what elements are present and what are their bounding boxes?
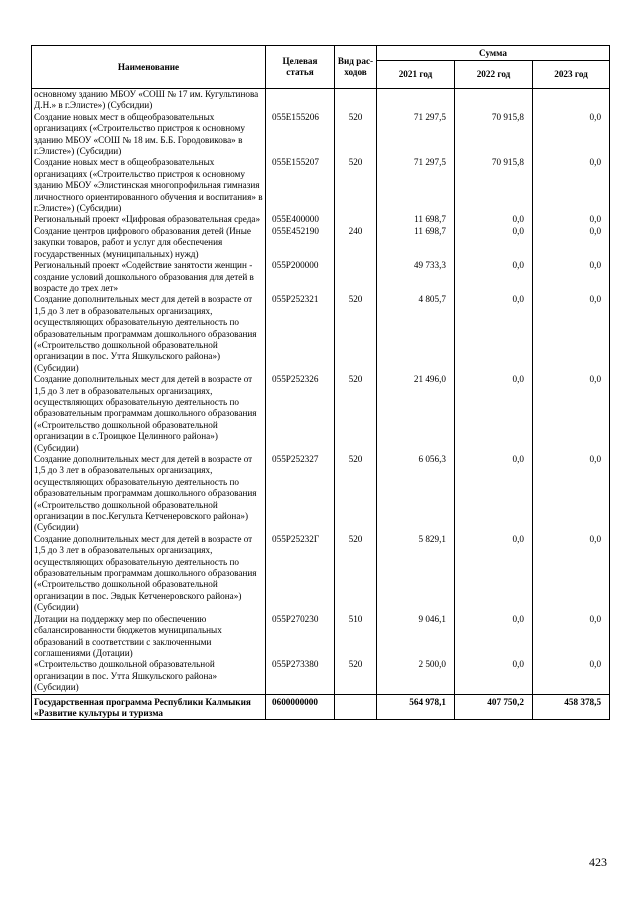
table-row	[32, 294, 610, 374]
row-target-article	[266, 89, 335, 112]
header-target-article: Целевая статья	[266, 46, 335, 89]
row-expense-kind: 240	[335, 226, 377, 260]
row-sum-2022: 0,0	[455, 614, 533, 660]
row-sum-2022: 0,0	[455, 659, 533, 694]
row-expense-kind: 520	[335, 157, 377, 214]
row-target-article: 055Е155207	[266, 157, 335, 214]
table-row	[32, 112, 610, 158]
row-expense-kind	[335, 260, 377, 294]
table-row	[32, 614, 610, 660]
row-name: Создание дополнительных мест для детей в возрасте от 1,5 до 3 лет в образовательных организациях, осуществляющих образовательную деятельность по образовательным программам дошкольного образования («Строительство дошкольной образовательной организации в пос. Эвдык Кетченеровского района») (Субсидии)	[32, 534, 266, 614]
row-sum-2023: 0,0	[533, 614, 610, 660]
row-sum-2023: 0,0	[533, 260, 610, 294]
row-sum-2022: 0,0	[455, 534, 533, 614]
total-2021: 564 978,1	[377, 694, 455, 720]
row-sum-2022: 0,0	[455, 214, 533, 225]
row-name: Создание дополнительных мест для детей в возрасте от 1,5 до 3 лет в образовательных организациях, осуществляющих образовательную деятельность по образовательным программам дошкольного образования («Строительство дошкольной образовательной организации в пос.Кегульта Кетченеровского района») (Субсидии)	[32, 454, 266, 534]
total-row	[32, 694, 610, 720]
row-sum-2022: 0,0	[455, 294, 533, 374]
row-expense-kind: 520	[335, 374, 377, 454]
row-name: Создание новых мест в общеобразовательных организациях («Строительство пристроя к основному зданию МБОУ «СОШ № 18 им. Б.Б. Городовикова» в г.Элисте») (Субсидии)	[32, 112, 266, 158]
row-sum-2021: 11 698,7	[377, 214, 455, 225]
row-target-article: 055Р252321	[266, 294, 335, 374]
row-expense-kind: 520	[335, 294, 377, 374]
row-sum-2023: 0,0	[533, 157, 610, 214]
row-target-article: 055Р25232Г	[266, 534, 335, 614]
row-name: Создание центров цифрового образования детей (Иные закупки товаров, работ и услуг для обеспечения государственных (муниципальных) нужд)	[32, 226, 266, 260]
row-sum-2023: 0,0	[533, 659, 610, 694]
row-target-article: 055Р252327	[266, 454, 335, 534]
row-sum-2023: 0,0	[533, 374, 610, 454]
row-sum-2022	[455, 89, 533, 112]
table-row	[32, 454, 610, 534]
header-sum: Сумма	[377, 46, 610, 61]
row-sum-2021: 5 829,1	[377, 534, 455, 614]
row-sum-2023: 0,0	[533, 534, 610, 614]
row-expense-kind: 510	[335, 614, 377, 660]
table-row	[32, 260, 610, 294]
header-expense-kind: Вид рас-ходов	[335, 46, 377, 89]
row-sum-2021: 21 496,0	[377, 374, 455, 454]
row-sum-2021: 49 733,3	[377, 260, 455, 294]
row-expense-kind	[335, 89, 377, 112]
row-sum-2021: 71 297,5	[377, 157, 455, 214]
row-sum-2023: 0,0	[533, 294, 610, 374]
row-sum-2023: 0,0	[533, 454, 610, 534]
table-row	[32, 374, 610, 454]
row-sum-2022: 0,0	[455, 226, 533, 260]
row-expense-kind: 520	[335, 454, 377, 534]
row-target-article: 055Р270230	[266, 614, 335, 660]
row-sum-2023	[533, 89, 610, 112]
row-sum-2021: 6 056,3	[377, 454, 455, 534]
row-target-article: 055Р273380	[266, 659, 335, 694]
row-target-article: 055Е400000	[266, 214, 335, 225]
page-number: 423	[589, 855, 607, 869]
header-name: Наименование	[32, 46, 266, 89]
table-row	[32, 534, 610, 614]
row-sum-2023: 0,0	[533, 226, 610, 260]
table-row	[32, 226, 610, 260]
row-sum-2023: 0,0	[533, 112, 610, 158]
row-sum-2022: 0,0	[455, 454, 533, 534]
header-year-2021: 2021 год	[377, 61, 455, 89]
row-expense-kind	[335, 214, 377, 225]
row-sum-2021: 4 805,7	[377, 294, 455, 374]
row-target-article: 055Р200000	[266, 260, 335, 294]
table-row	[32, 214, 610, 225]
table-row	[32, 659, 610, 694]
row-expense-kind: 520	[335, 659, 377, 694]
budget-table	[31, 45, 610, 720]
table-body	[32, 89, 610, 695]
row-sum-2021: 9 046,1	[377, 614, 455, 660]
row-name: «Строительство дошкольной образовательной организации в пос. Утта Яшкульского района» (Субсидии)	[32, 659, 266, 694]
row-name: Региональный проект «Цифровая образовательная среда»	[32, 214, 266, 225]
row-name: основному зданию МБОУ «СОШ № 17 им. Кугультинова Д.Н.» в г.Элисте») (Субсидии)	[32, 89, 266, 112]
row-sum-2021: 71 297,5	[377, 112, 455, 158]
row-sum-2021: 11 698,7	[377, 226, 455, 260]
row-target-article: 055Е155206	[266, 112, 335, 158]
row-name: Создание дополнительных мест для детей в возрасте от 1,5 до 3 лет в образовательных организациях, осуществляющих образовательную деятельность по образовательным программам дошкольного образования («Строительство дошкольной образовательной организации в с.Троицкое Целинного района») (Субсидии)	[32, 374, 266, 454]
row-name: Дотации на поддержку мер по обеспечению сбалансированности бюджетов муниципальных образований в соответствии с заключенными соглашениями (Дотации)	[32, 614, 266, 660]
row-sum-2022: 70 915,8	[455, 112, 533, 158]
row-target-article: 055Е452190	[266, 226, 335, 260]
total-name: Государственная программа Республики Калмыкия «Развитие культуры и туризма	[32, 694, 266, 720]
total-code: 0600000000	[266, 694, 335, 720]
row-target-article: 055Р252326	[266, 374, 335, 454]
row-expense-kind: 520	[335, 112, 377, 158]
total-2023: 458 378,5	[533, 694, 610, 720]
row-sum-2022: 0,0	[455, 260, 533, 294]
row-sum-2022: 70 915,8	[455, 157, 533, 214]
row-sum-2021: 2 500,0	[377, 659, 455, 694]
row-name: Создание дополнительных мест для детей в возрасте от 1,5 до 3 лет в образовательных организациях, осуществляющих образовательную деятельность по образовательным программам дошкольного образования («Строительство дошкольной образовательной организации в пос. Утта Яшкульского района») (Субсидии)	[32, 294, 266, 374]
row-sum-2021	[377, 89, 455, 112]
total-kind	[335, 694, 377, 720]
row-name: Создание новых мест в общеобразовательных организациях («Строительство пристроя к основному зданию МБОУ «Элистинская многопрофильная гимназия личностного ориентированного обучения и воспитания» в г.Элисте») (Субсидии)	[32, 157, 266, 214]
row-sum-2023: 0,0	[533, 214, 610, 225]
table-row	[32, 157, 610, 214]
table-row	[32, 89, 610, 112]
row-expense-kind: 520	[335, 534, 377, 614]
row-name: Региональный проект «Содействие занятости женщин - создание условий дошкольного образования для детей в возрасте до трех лет»	[32, 260, 266, 294]
total-2022: 407 750,2	[455, 694, 533, 720]
row-sum-2022: 0,0	[455, 374, 533, 454]
header-year-2023: 2023 год	[533, 61, 610, 89]
header-year-2022: 2022 год	[455, 61, 533, 89]
